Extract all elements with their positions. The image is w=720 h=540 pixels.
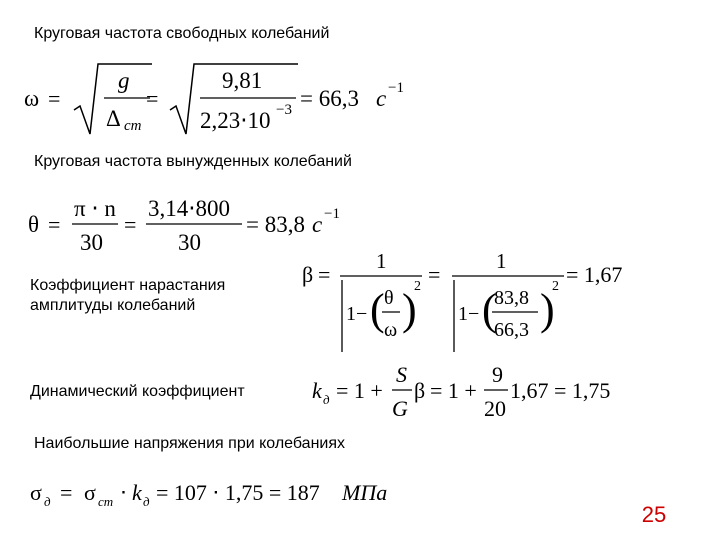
heading-dynamic: Динамический коэффициент <box>30 383 245 400</box>
denominator-2-23: 2,23⋅10 <box>200 108 271 133</box>
formula-dynamic <box>312 360 622 426</box>
numerator-g: g <box>118 68 130 93</box>
delta-symbol: Δ <box>106 106 121 131</box>
denominator-30: 30 <box>80 230 103 255</box>
sigma-subscript-st: ст <box>98 494 114 509</box>
heading-line-2: амплитуды колебаний <box>30 297 196 314</box>
denominator-G: G <box>392 396 408 421</box>
page-number: 25 <box>641 502 667 527</box>
formula-free-frequency <box>20 56 410 140</box>
sigma-subscript-d: д <box>44 494 51 509</box>
omega-symbol: ω <box>24 86 40 111</box>
result-83-8: = 83,8 <box>246 212 305 237</box>
equals-sign: = <box>428 262 441 287</box>
one-minus: 1− <box>346 303 368 325</box>
numerator-3-14-800: 3,14⋅800 <box>148 196 231 221</box>
dot-operator: ⋅ <box>120 480 127 505</box>
denominator-20: 20 <box>484 396 506 421</box>
heading-free-frequency: Круговая частота свободных колебаний <box>34 25 330 42</box>
denominator-30: 30 <box>178 230 201 255</box>
heading-forced-frequency: Круговая частота вынужденных колебаний <box>34 153 352 170</box>
equals-sign: = <box>48 86 61 111</box>
heading-stress: Наибольшие напряжения при колебаниях <box>34 435 346 452</box>
unit-MPa: МПа <box>342 480 388 505</box>
inner-denominator-66-3: 66,3 <box>494 319 529 341</box>
k-symbol: k <box>132 480 142 505</box>
paren-right: ) <box>540 285 555 334</box>
square-exponent: 2 <box>414 279 421 294</box>
numerator-S: S <box>396 362 407 387</box>
formula-amplification <box>302 248 622 356</box>
inner-numerator-83-8: 83,8 <box>494 287 529 309</box>
equals-one-plus: = 1 + <box>430 378 477 403</box>
result-187: = 107 ⋅ 1,75 = 187 <box>156 480 320 505</box>
heading-amplification <box>30 276 225 316</box>
unit-c: c <box>376 86 387 111</box>
one-minus: 1− <box>458 303 480 325</box>
unit-c: c <box>312 212 323 237</box>
sigma-symbol: σ <box>30 480 42 505</box>
equals-sign: = <box>124 212 137 237</box>
result-1-75: 1,67 = 1,75 <box>510 378 611 403</box>
exponent-minus-3: −3 <box>276 102 292 118</box>
unit-exponent: −1 <box>388 80 404 96</box>
sigma-symbol: σ <box>84 480 96 505</box>
numerator-9: 9 <box>492 362 503 387</box>
inner-numerator-theta: θ <box>384 287 394 309</box>
paren-left: ( <box>370 285 385 334</box>
unit-exponent: −1 <box>324 206 340 222</box>
equals-sign: = <box>60 480 73 505</box>
heading-line-1: Коэффициент нарастания <box>30 277 226 294</box>
beta-symbol: β <box>302 262 314 287</box>
theta-symbol: θ <box>28 212 40 237</box>
paren-right: ) <box>402 285 417 334</box>
square-exponent: 2 <box>552 279 559 294</box>
numerator-1: 1 <box>496 249 507 273</box>
result-1-67: = 1,67 <box>566 262 623 287</box>
k-subscript: д <box>143 494 150 509</box>
equals-one-plus: = 1 + <box>336 378 383 403</box>
numerator-9-81: 9,81 <box>222 68 263 93</box>
equals-sign: = <box>48 212 61 237</box>
result-66-3: = 66,3 <box>300 86 359 111</box>
numerator-1: 1 <box>376 249 387 273</box>
k-symbol: k <box>312 378 322 403</box>
beta-symbol: β <box>414 378 426 403</box>
equals-sign: = <box>146 86 159 111</box>
numerator-pi-n: π ⋅ n <box>74 196 116 221</box>
formula-stress <box>30 474 430 514</box>
equals-sign: = <box>318 262 331 287</box>
inner-denominator-omega: ω <box>384 319 398 341</box>
paren-left: ( <box>482 285 497 334</box>
delta-subscript: ст <box>124 118 142 134</box>
k-subscript: д <box>323 392 330 407</box>
